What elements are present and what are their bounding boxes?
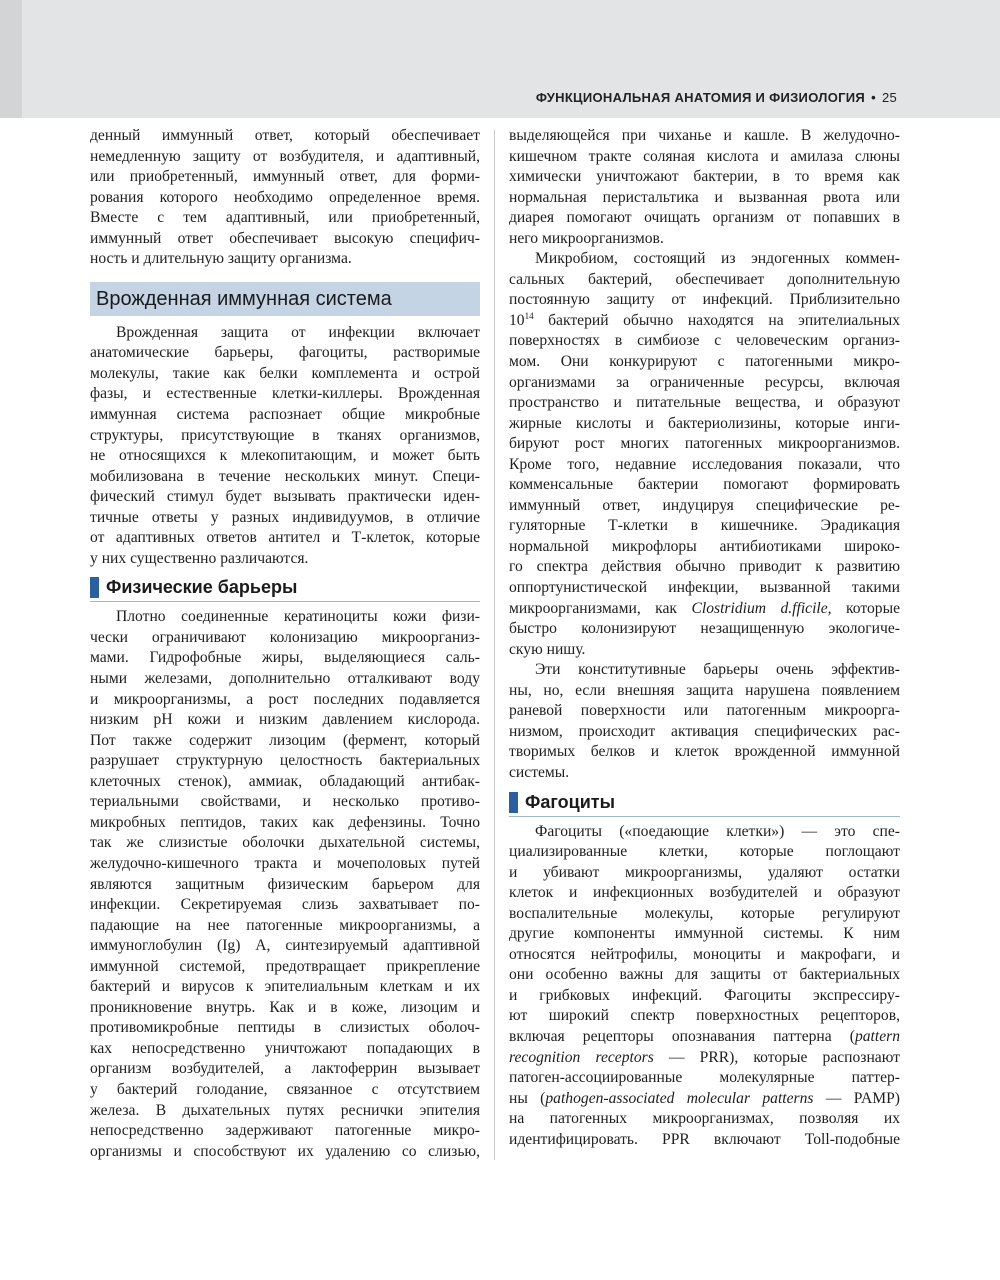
barriers-line: так же слизистые оболочки дыхательной системы,	[90, 834, 480, 852]
microbiome-line-text: микроорганизмами, как	[509, 599, 678, 617]
innate-line: не относящихся к млекопитающим, и может быть	[90, 447, 480, 465]
microbiome-line: постоянную защиту от инфекций. Приблизительно	[509, 291, 900, 309]
bacteria-count-exponent: 14	[524, 310, 534, 321]
microbiome-line: иммунный ответ, индуцируя специфические ре-	[509, 496, 900, 514]
continuation-line: химически уничтожают бактерии, в то время как	[509, 168, 900, 186]
phagocytes-line: и убивают микроорганизмы, удаляют остатки	[509, 863, 900, 881]
innate-line: от адаптивных ответов антител и Т-клеток, которые	[90, 529, 480, 547]
barriers-line: мами. Гидрофобные жиры, выделяющиеся саль-	[90, 649, 480, 667]
constitutive-line: системы.	[509, 763, 570, 781]
phagocytes-line-with-term	[509, 1089, 900, 1110]
barriers-line: желудочно-кишечного тракта и мочеполовых путей	[90, 854, 480, 872]
subsection-heading-phagocytes-text: Фагоциты	[525, 791, 615, 812]
bacteria-count	[509, 312, 534, 329]
intro-line: или приобретенный, иммунный ответ, для форми-	[90, 168, 480, 186]
barriers-line: низким pH кожи и низким давлением кислорода.	[90, 711, 480, 729]
continuation-line: него микроорганизмов.	[509, 229, 664, 247]
microbiome-line: оппортунистической инфекции, вызванной такими	[509, 579, 900, 597]
innate-line: у них существенно различаются.	[90, 549, 309, 567]
intro-line: денный иммунный ответ, который обеспечивает	[90, 127, 480, 144]
subsection-heading-barriers	[90, 575, 480, 599]
barriers-line: железа. В дыхательных путях реснички эпителия	[90, 1101, 480, 1119]
barriers-line: иммуноглобулин (Ig) A, синтезируемый адаптивной	[90, 937, 480, 955]
microbiome-line-text: бактерий обычно находятся на эпителиальных	[548, 311, 900, 329]
barriers-line: падающие на нее патогенные микроорганизмы, а	[90, 916, 480, 934]
barriers-line: противомикробные пептиды в слизистых оболоч-	[90, 1019, 480, 1037]
barriers-line: организм возбудителей, а лактоферрин вызывает	[90, 1060, 480, 1078]
heading-marker-bar	[90, 577, 99, 598]
barriers-line: у бактерий голодание, связанное с отсутствием	[90, 1080, 480, 1098]
barriers-line: разрушает структурную целостность бактериальных	[90, 752, 480, 770]
barriers-line: бактерий и вирусов к эпителиальным клеткам и их	[90, 978, 480, 996]
phagocytes-line: относятся нейтрофилы, моноциты и макрофаги, и	[509, 945, 900, 963]
running-head	[536, 90, 897, 105]
microbiome-line: Микробиом, состоящий из эндогенных коммен-	[535, 250, 900, 268]
barriers-line: непосредственно задерживают патогенные микро-	[90, 1122, 480, 1140]
innate-line: анатомические барьеры, фагоциты, растворимые	[90, 344, 480, 362]
phagocytes-line: патоген-ассоциированные молекулярные паттер-	[509, 1069, 900, 1087]
microbiome-line: пространство и питательные вещества, и образуют	[509, 394, 900, 412]
column-divider	[494, 130, 495, 1160]
intro-line: рования которого необходимо определенное время.	[90, 188, 480, 206]
running-title: ФУНКЦИОНАЛЬНАЯ АНАТОМИЯ И ФИЗИОЛОГИЯ	[535, 90, 866, 105]
barriers-line: иммунной системой, предотвращает прикрепление	[90, 957, 480, 975]
intro-line: немедленную защиту от возбудителя, и адаптивный,	[90, 147, 480, 165]
phagocytes-line: клеток и инфекционных возбудителей и образуют	[509, 884, 900, 902]
microbiome-line: бируют рост многих патогенных микроорганизмов.	[509, 435, 900, 453]
barriers-line: организмы и способствуют их удалению со слизью,	[90, 1142, 480, 1160]
barriers-line: Плотно соединенные кератиноциты кожи физи-	[116, 608, 480, 626]
barriers-line: ках непосредственно уничтожают попадающих в	[90, 1039, 480, 1057]
phagocytes-line: Фагоциты («поедающие клетки») — это спе-	[535, 822, 900, 840]
heading-underline	[90, 601, 480, 602]
right-column	[509, 126, 900, 1150]
species-name: Clostridium d.fficile	[691, 599, 828, 617]
page-number: 25	[881, 90, 897, 105]
innate-line: фический стимул будет вызывать практически иден-	[90, 488, 480, 506]
pamp-term: pathogen-associated molecular patterns	[545, 1089, 814, 1107]
phagocytes-line-text: — PRR), которые распознают	[668, 1048, 900, 1066]
barriers-line: проникновение внутрь. Как и в коже, лизоцим и	[90, 998, 480, 1016]
phagocytes-line-with-term	[509, 1048, 900, 1069]
barriers-line: клеточных стенок), аммиак, обладающий антибак-	[90, 772, 480, 790]
microbiome-line: организмами за ограниченные ресурсы, включая	[509, 373, 900, 391]
continuation-line: нормальная перистальтика и вызванная рвота или	[509, 188, 900, 206]
innate-line: иммунная система распознает общие микробные	[90, 406, 480, 424]
innate-line: фазы, и естественные клетки-киллеры. Врожденная	[90, 385, 480, 403]
phagocytes-line: идентифицировать. PPR включают Toll-подобные	[509, 1130, 900, 1148]
barriers-line: микробных пептидов, таких как дефензины. Точно	[90, 813, 480, 831]
microbiome-line: скую нишу.	[509, 640, 586, 658]
barriers-line: и микроорганизмы, а рост последних подавляется	[90, 690, 480, 708]
running-head-bullet: •	[871, 90, 876, 105]
microbiome-line: нормальной микрофлоры антибиотиками широко-	[509, 537, 900, 555]
phagocytes-line: они особенно важны для защиты от бактериальных	[509, 966, 900, 984]
phagocytes-line-with-term	[509, 1027, 900, 1048]
innate-line: тичные ответы у разных индивидуумов, в отличие	[90, 508, 480, 526]
phagocytes-line: и грибковых инфекций. Фагоциты экспрессиру-	[509, 986, 900, 1004]
microbiome-line: поверхностях в симбиозе с человеческим организ-	[509, 332, 900, 350]
prr-term-part2: recognition receptors	[509, 1048, 654, 1066]
innate-line: структуры, присутствующие в тканях организмов,	[90, 426, 480, 444]
subsection-heading-phagocytes	[509, 790, 900, 814]
innate-line: молекулы, такие как белки комплемента и острой	[90, 364, 480, 382]
microbiome-line-with-species	[509, 599, 900, 620]
innate-line: Врожденная защита от инфекции включает	[116, 323, 480, 341]
constitutive-line: творимых белков и клеток врожденной иммунной	[509, 743, 900, 761]
barriers-line: ными железами, дополнительно отталкивают воду	[90, 670, 480, 688]
section-heading-innate	[90, 282, 480, 316]
phagocytes-line-text: ны (	[509, 1089, 546, 1107]
phagocytes-line: на патогенных микроорганизмах, позволяя их	[509, 1110, 900, 1128]
microbiome-line: го спектра действия обычно приводит к развитию	[509, 558, 900, 576]
microbiome-line: мом. Они конкурируют с патогенными микро-	[509, 353, 900, 371]
intro-line: иммунный ответ обеспечивает высокую специфич-	[90, 229, 480, 247]
microbiome-line-with-count	[509, 311, 900, 332]
microbiome-line-text: , которые	[827, 599, 901, 617]
constitutive-line: раневой поверхности или патогенным микроорга-	[509, 702, 900, 720]
heading-underline	[509, 816, 900, 817]
phagocytes-line-text: включая рецепторы опознавания паттерна (	[509, 1027, 855, 1045]
phagocytes-line: циализированные клетки, которые поглощают	[509, 843, 900, 861]
microbiome-line: комменсальные бактерии помогают формировать	[509, 476, 900, 494]
phagocytes-line: воспалительные молекулы, которые регулируют	[509, 904, 900, 922]
continuation-line: диарея помогают очищать организм от попавших в	[509, 209, 900, 227]
bacteria-count-base: 10	[509, 311, 525, 329]
constitutive-line: Эти конститутивные барьеры очень эффектив-	[535, 661, 900, 679]
constitutive-line: ны, но, если внешняя защита нарушена появлением	[509, 681, 900, 699]
phagocytes-line: другие компоненты иммунной системы. К ним	[509, 925, 900, 943]
innate-line: мобилизована в течение нескольких минут. Специ-	[90, 467, 480, 485]
heading-marker-bar	[509, 792, 518, 813]
constitutive-line: низмом, происходит активация специфических рас-	[509, 722, 900, 740]
prr-term-part1: pattern	[854, 1027, 900, 1045]
microbiome-line: жирные кислоты и бактериолизины, которые инги-	[509, 414, 900, 432]
phagocytes-line-text: — PAMP)	[825, 1089, 900, 1107]
microbiome-line: быстро колонизируют незащищенную экологиче-	[509, 620, 900, 638]
header-left-strip	[0, 0, 22, 118]
microbiome-line: гуляторные Т-клетки в кишечнике. Эрадикация	[509, 517, 900, 535]
subsection-heading-barriers-text: Физические барьеры	[106, 577, 298, 598]
barriers-line: являются защитным физическим барьером для	[90, 875, 480, 893]
left-column	[90, 126, 480, 1162]
microbiome-line: Кроме того, недавние исследования показали, что	[509, 455, 900, 473]
barriers-line: чески ограничивают колонизацию микроорганиз-	[90, 628, 480, 646]
continuation-line: выделяющейся при чиханье и кашле. В желудочно-	[509, 127, 900, 144]
section-heading-innate-text: Врожденная иммунная система	[96, 287, 392, 310]
phagocytes-line: ют широкий спектр поверхностных рецепторов,	[509, 1007, 900, 1025]
barriers-line: териальными свойствами, и несколько противо-	[90, 793, 480, 811]
barriers-line: инфекции. Секретируемая слизь захватывает по-	[90, 896, 480, 914]
continuation-line: кишечном тракте соляная кислота и амилаза слюны	[509, 147, 900, 165]
barriers-line: Пот также содержит лизоцим (фермент, который	[90, 731, 480, 749]
microbiome-line: сальных бактерий, обеспечивает дополнительную	[509, 270, 900, 288]
intro-line: ность и длительную защиту организма.	[90, 250, 352, 268]
intro-line: Вместе с тем адаптивный, или приобретенный,	[90, 209, 480, 227]
